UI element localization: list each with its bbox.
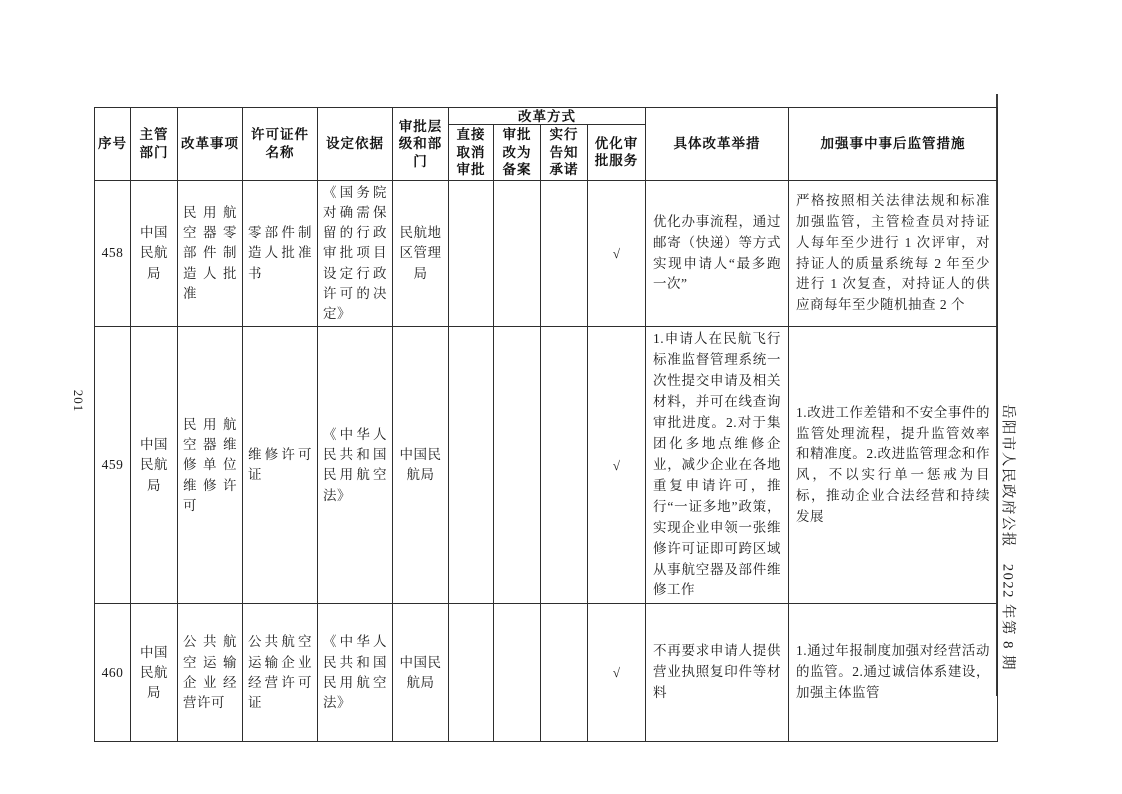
header-specific-measures: 具体改革举措	[646, 108, 789, 181]
table-row-459	[95, 327, 998, 604]
cell-supervision-measures: 1.通过年报制度加强对经营活动的监管。2.通过诚信体系建设，加强主体监管	[789, 604, 998, 742]
cell-legal-basis: 《中华人民共和国民用航空法》	[318, 604, 393, 742]
cell-department: 中国民航局	[131, 327, 178, 604]
header-department: 主管部门	[131, 108, 178, 181]
header-serial-number: 序号	[95, 108, 131, 181]
cell-optimize-service-checkmark: √	[588, 327, 646, 604]
header-supervision-measures: 加强事中事后监管措施	[789, 108, 998, 181]
cell-change-to-record	[494, 327, 541, 604]
table-body	[95, 180, 998, 742]
header-reform-method-group: 改革方式	[449, 108, 646, 125]
cell-reform-item: 民用航空器零部件制造人批准	[178, 180, 243, 327]
cell-specific-measures: 1.申请人在民航飞行标准监督管理系统一次性提交申请及相关材料，并可在线查询审批进度。2.对于集团化多地点维修企业，减少企业在各地重复申请许可，推行“一证多地”政策，实现企业申领一张维修许可证即可跨区域从事航空器及部件维修工作	[646, 327, 789, 604]
header-direct-cancel: 直接取消审批	[449, 125, 494, 181]
table-header	[95, 108, 998, 181]
cell-serial: 460	[95, 604, 131, 742]
cell-optimize-service-checkmark: √	[588, 604, 646, 742]
cell-license-name: 公共航空运输企业经营许可证	[243, 604, 318, 742]
cell-notification-commitment	[541, 604, 588, 742]
header-optimize-service: 优化审批服务	[588, 125, 646, 181]
cell-reform-item: 民用航空器维修单位维修许可	[178, 327, 243, 604]
header-notification-commitment: 实行告知承诺	[541, 125, 588, 181]
cell-notification-commitment	[541, 180, 588, 327]
cell-direct-cancel	[449, 180, 494, 327]
cell-supervision-measures: 严格按照相关法律法规和标准加强监管，主管检查员对持证人每年至少进行 1 次评审，对持证人的质量系统每 2 年至少进行 1 次复查，对持证人的供应商每年至少随机抽查 2 个	[789, 180, 998, 327]
cell-legal-basis: 《中华人民共和国民用航空法》	[318, 327, 393, 604]
header-license-name: 许可证件名称	[243, 108, 318, 181]
reform-items-table	[94, 107, 998, 742]
header-legal-basis: 设定依据	[318, 108, 393, 181]
cell-approval-level: 中国民航局	[393, 327, 449, 604]
cell-license-name: 零部件制造人批准书	[243, 180, 318, 327]
cell-department: 中国民航局	[131, 604, 178, 742]
cell-approval-level: 民航地区管理局	[393, 180, 449, 327]
cell-legal-basis: 《国务院对确需保留的行政审批项目设定行政许可的决定》	[318, 180, 393, 327]
cell-specific-measures: 优化办事流程，通过邮寄（快递）等方式实现申请人“最多跑一次”	[646, 180, 789, 327]
cell-direct-cancel	[449, 604, 494, 742]
table-row-458	[95, 180, 998, 327]
cell-optimize-service-checkmark: √	[588, 180, 646, 327]
cell-serial: 459	[95, 327, 131, 604]
header-change-to-record: 审批改为备案	[494, 125, 541, 181]
cell-reform-item: 公共航空运输企业经营许可	[178, 604, 243, 742]
cell-direct-cancel	[449, 327, 494, 604]
header-row-group	[95, 108, 998, 125]
table-row-460	[95, 604, 998, 742]
cell-supervision-measures: 1.改进工作差错和不安全事件的监管处理流程，提升监管效率和精准度。2.改进监管理念和作风，不以实行单一惩戒为目标，推动企业合法经营和持续发展	[789, 327, 998, 604]
header-reform-item: 改革事项	[178, 108, 243, 181]
cell-department: 中国民航局	[131, 180, 178, 327]
cell-change-to-record	[494, 604, 541, 742]
cell-change-to-record	[494, 180, 541, 327]
cell-notification-commitment	[541, 327, 588, 604]
page-number: 201	[71, 389, 86, 413]
cell-serial: 458	[95, 180, 131, 327]
cell-license-name: 维修许可证	[243, 327, 318, 604]
cell-specific-measures: 不再要求申请人提供营业执照复印件等材料	[646, 604, 789, 742]
cell-approval-level: 中国民航局	[393, 604, 449, 742]
gazette-side-caption: 岳阳市人民政府公报 2022 年第 8 期	[999, 403, 1016, 672]
header-approval-level: 审批层级和部门	[393, 108, 449, 181]
